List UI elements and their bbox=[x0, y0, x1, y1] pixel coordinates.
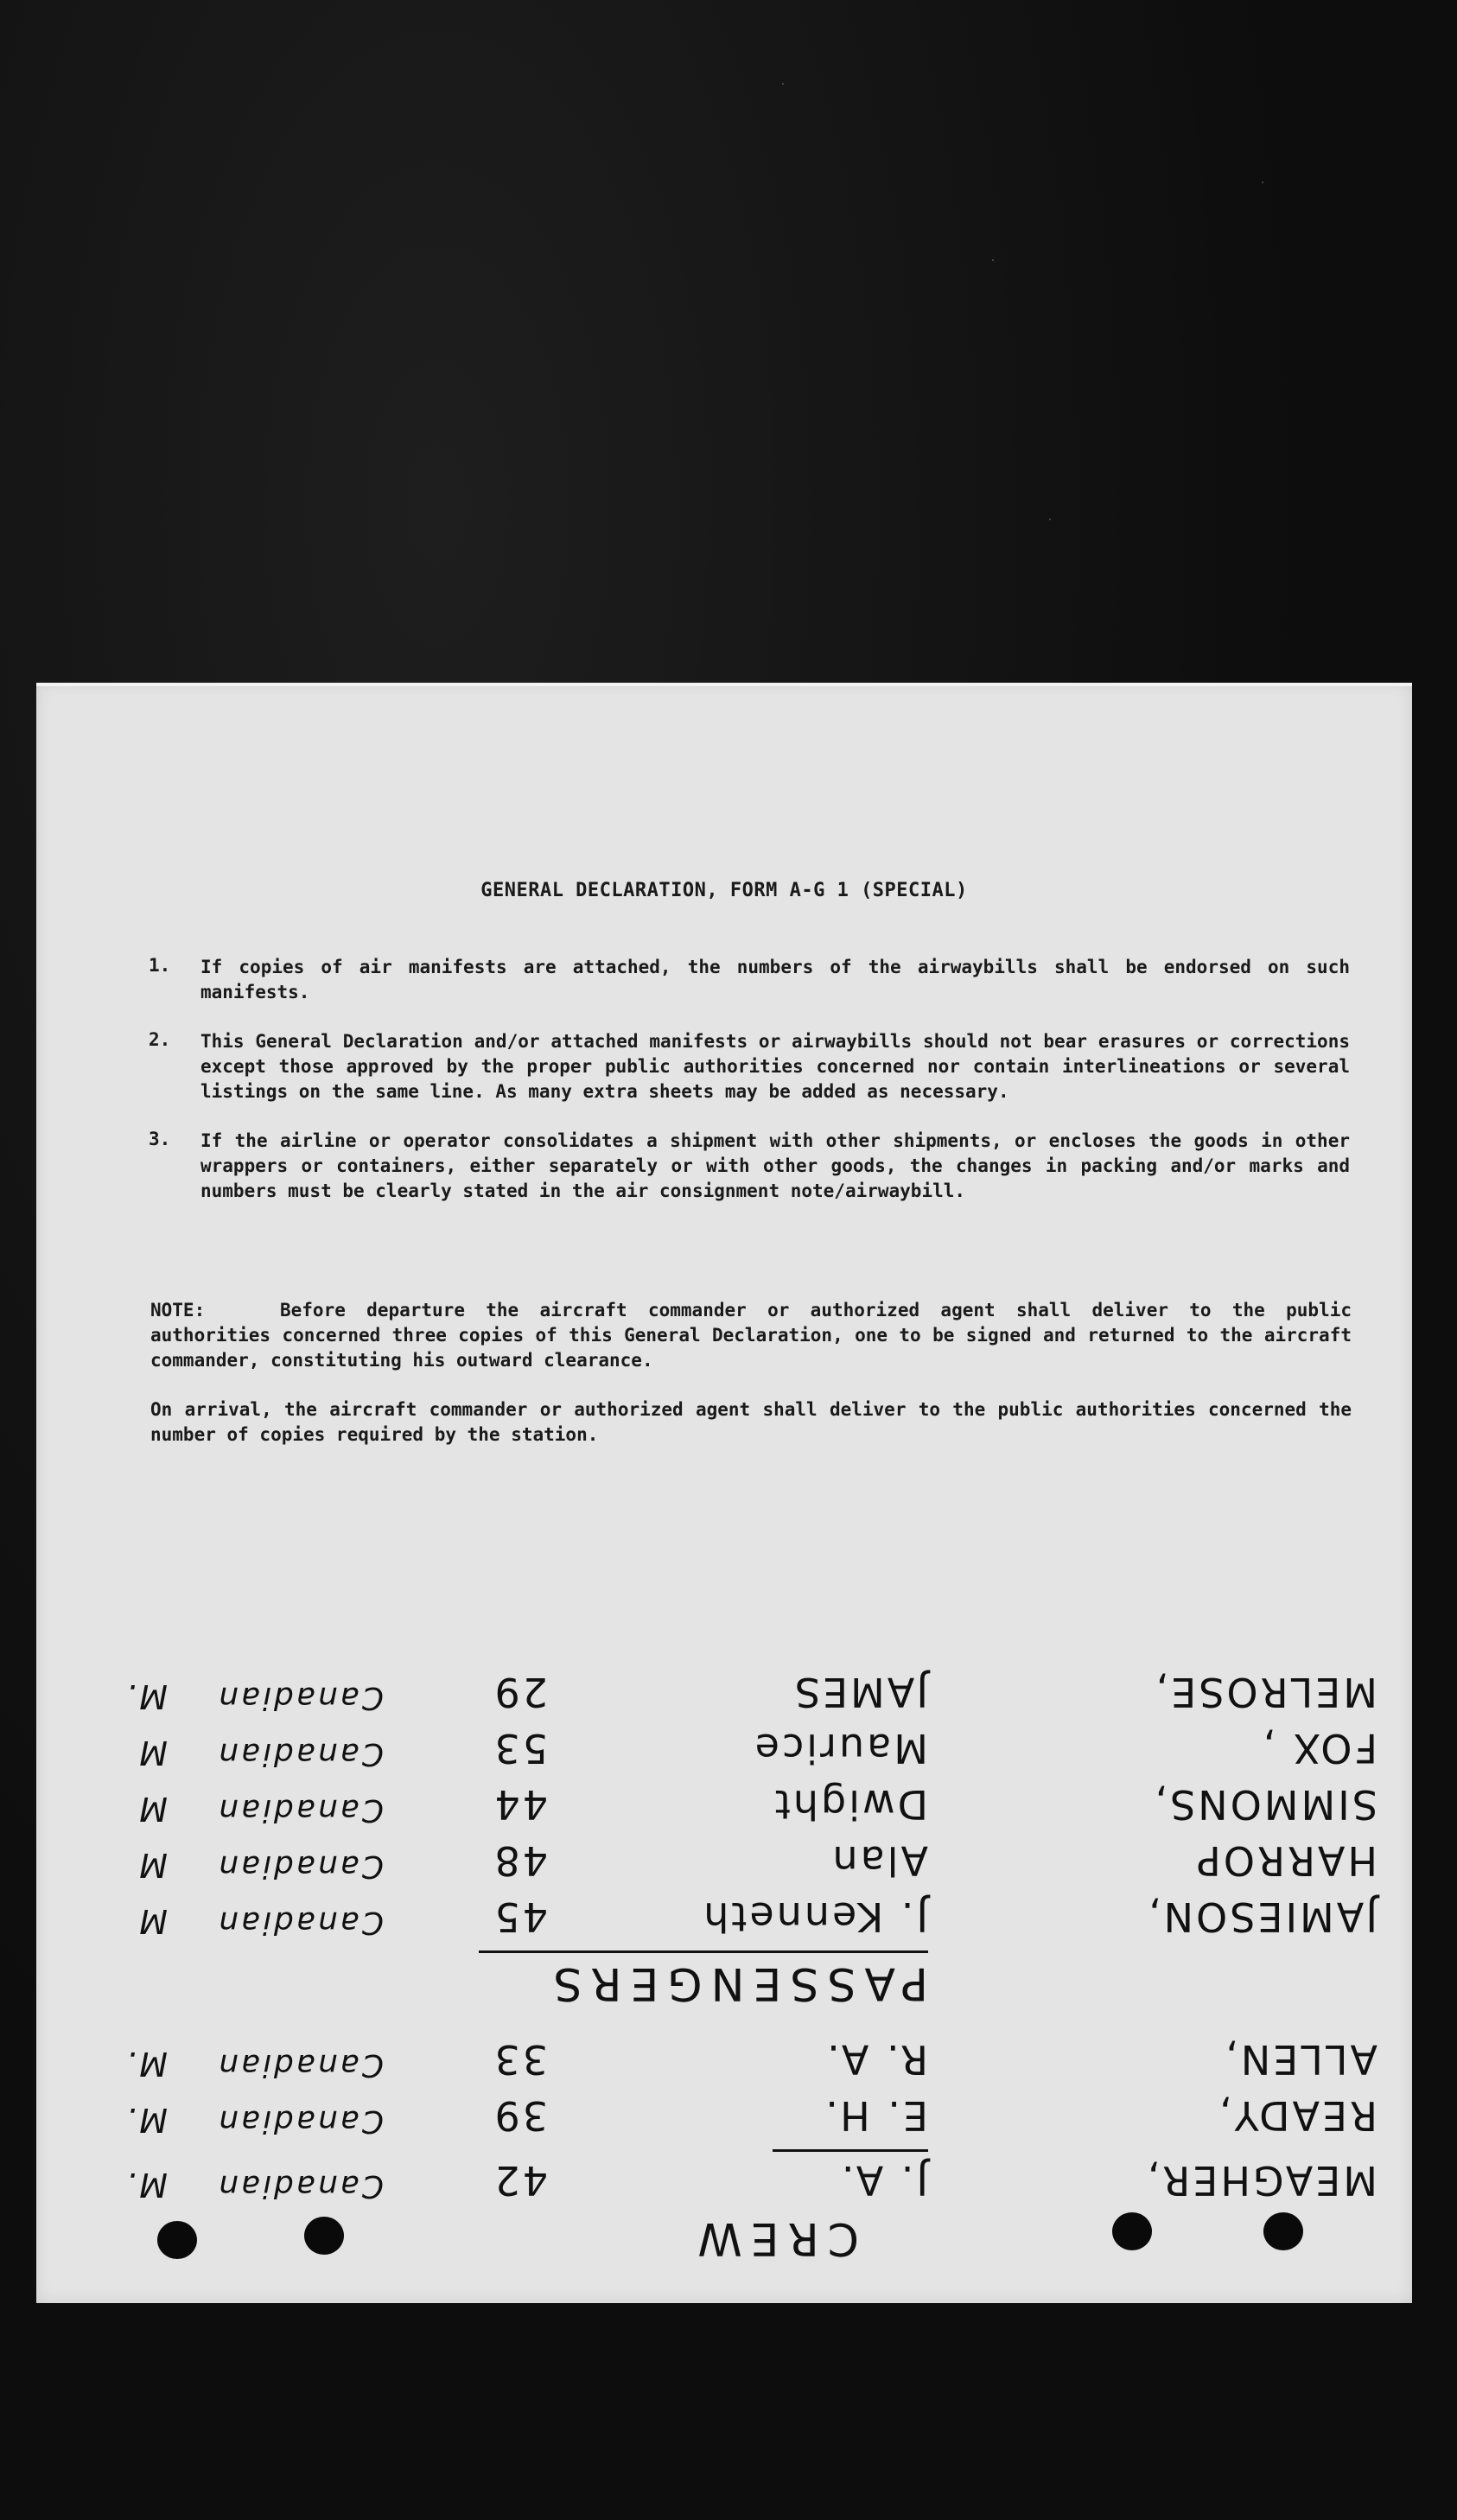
age: 45 bbox=[492, 1893, 548, 1940]
sex: M. bbox=[124, 2166, 168, 2204]
given-name: J. Kenneth bbox=[701, 1893, 928, 1940]
handwritten-manifest bbox=[36, 1651, 1412, 2290]
instruction-item bbox=[149, 1129, 1350, 1204]
film-speck bbox=[992, 259, 994, 261]
nationality: Canadian bbox=[216, 1736, 384, 1772]
note-text: Before departure the aircraft commander or authorized agent shall deliver to the public authorities concerned three copies of this General Declaration, one to be signed and returned to the aircraft commander, constituting his outward clearance. bbox=[150, 1300, 1352, 1371]
film-speck bbox=[1049, 519, 1051, 520]
crew-row bbox=[36, 2152, 1412, 2204]
note-section bbox=[150, 1298, 1352, 1472]
declaration-sheet bbox=[36, 683, 1412, 2303]
surname: FOX , bbox=[1260, 1725, 1377, 1772]
nationality: Canadian bbox=[216, 2168, 384, 2204]
surname: HARROP bbox=[1194, 1837, 1377, 1884]
passenger-row bbox=[36, 1832, 1412, 1884]
sex: M bbox=[137, 1734, 168, 1772]
passenger-row bbox=[36, 1720, 1412, 1772]
film-speck bbox=[782, 83, 784, 85]
surname: MEAGHER, bbox=[1144, 2157, 1377, 2204]
surname: ALLEN, bbox=[1223, 2036, 1377, 2083]
sex: M. bbox=[124, 2045, 168, 2083]
instruction-list bbox=[149, 955, 1350, 1228]
note-label: NOTE: bbox=[150, 1300, 206, 1320]
arrival-paragraph: On arrival, the aircraft commander or authorized agent shall deliver to the public authorities concerned the number of copies required by the station. bbox=[150, 1399, 1352, 1445]
instruction-item bbox=[149, 1029, 1350, 1104]
sex: M. bbox=[124, 1677, 168, 1715]
crew-row bbox=[36, 2087, 1412, 2139]
passengers-underline bbox=[479, 1950, 928, 1953]
crew-heading: CREW bbox=[689, 2212, 859, 2264]
given-name: J. A. bbox=[838, 2157, 928, 2204]
given-name: JAMES bbox=[792, 1669, 928, 1715]
ink-blot bbox=[157, 2221, 197, 2259]
passenger-row bbox=[36, 1888, 1412, 1940]
nationality: Canadian bbox=[216, 1905, 384, 1940]
passenger-row bbox=[36, 1776, 1412, 1828]
paper-edge bbox=[36, 683, 1412, 686]
sex: M bbox=[137, 1902, 168, 1940]
given-underline bbox=[773, 2149, 928, 2152]
given-name: R. A. bbox=[824, 2036, 928, 2083]
ink-blot bbox=[304, 2217, 344, 2255]
surname: MELROSE, bbox=[1153, 1669, 1377, 1715]
nationality: Canadian bbox=[216, 1680, 384, 1715]
film-speck bbox=[1262, 181, 1263, 183]
ink-blot bbox=[1112, 2212, 1152, 2250]
nationality: Canadian bbox=[216, 1792, 384, 1828]
given-name: Maurice bbox=[752, 1725, 928, 1772]
given-name: Dwight bbox=[772, 1781, 928, 1828]
instruction-number: 3. bbox=[149, 1129, 171, 1149]
instruction-text: This General Declaration and/or attached manifests or airwaybills should not bear erasures or corrections except those approved by the proper public authorities concerned nor contain interlineations or several listings on the same line. As many extra sheets may be added as necessary. bbox=[200, 1031, 1350, 1102]
passenger-row bbox=[36, 1664, 1412, 1715]
instruction-text: If the airline or operator consolidates a shipment with other shipments, or encloses the goods in other wrappers or containers, either separately or with other goods, the changes in packing and/or marks and numbers must be clearly stated in the air consignment note/airwaybill. bbox=[200, 1130, 1350, 1201]
sex: M. bbox=[124, 2101, 168, 2139]
note-paragraph bbox=[150, 1298, 1352, 1373]
instruction-number: 2. bbox=[149, 1029, 171, 1050]
age: 33 bbox=[492, 2036, 548, 2083]
ink-blot bbox=[1263, 2212, 1303, 2250]
instruction-text: If copies of air manifests are attached, the numbers of the airwaybills shall be endorsed on such manifests. bbox=[200, 957, 1350, 1002]
age: 44 bbox=[492, 1781, 548, 1828]
surname: SIMMONS, bbox=[1152, 1781, 1377, 1828]
instruction-item bbox=[149, 955, 1350, 1005]
given-name: Alan bbox=[830, 1837, 928, 1884]
surname: READY, bbox=[1216, 2092, 1377, 2139]
crew-row bbox=[36, 2031, 1412, 2083]
instruction-number: 1. bbox=[149, 955, 171, 976]
sex: M bbox=[137, 1790, 168, 1828]
given-name: E. H. bbox=[823, 2092, 928, 2139]
passengers-heading: PASSENGERS bbox=[544, 1957, 928, 2009]
age: 39 bbox=[492, 2092, 548, 2139]
form-title: GENERAL DECLARATION, FORM A-G 1 (SPECIAL) bbox=[480, 880, 968, 901]
age: 48 bbox=[492, 1837, 548, 1884]
age: 53 bbox=[492, 1725, 548, 1772]
nationality: Canadian bbox=[216, 2103, 384, 2139]
age: 42 bbox=[492, 2157, 548, 2204]
nationality: Canadian bbox=[216, 1849, 384, 1884]
surname: JAMIESON, bbox=[1146, 1893, 1377, 1940]
age: 29 bbox=[492, 1669, 548, 1715]
nationality: Canadian bbox=[216, 2047, 384, 2083]
sex: M bbox=[137, 1846, 168, 1884]
